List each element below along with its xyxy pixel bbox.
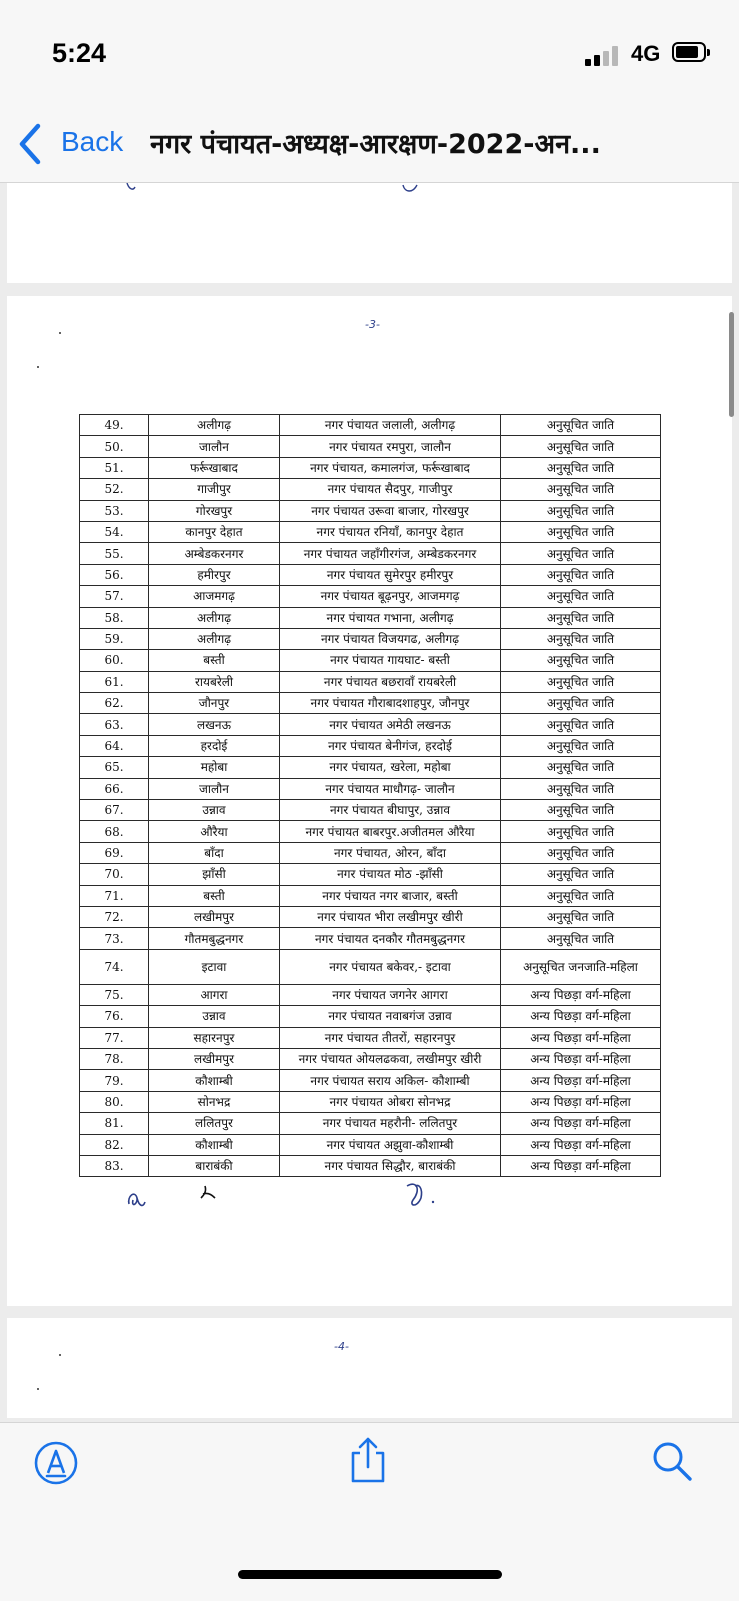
- signature-1: [123, 1186, 153, 1212]
- category-cell: अनुसूचित जाति: [501, 693, 661, 714]
- category-cell: अन्य पिछड़ा वर्ग-महिला: [501, 984, 661, 1005]
- serial-number-cell: 81.: [80, 1113, 149, 1134]
- table-row: [80, 436, 661, 457]
- panchayat-cell: नगर पंचायत रनियाँ, कानपुर देहात: [280, 521, 501, 542]
- panchayat-cell: नगर पंचायत जहाँगीरगंज, अम्बेडकरनगर: [280, 543, 501, 564]
- table-row: [80, 564, 661, 585]
- serial-number-cell: 65.: [80, 757, 149, 778]
- district-cell: हमीरपुर: [149, 564, 280, 585]
- serial-number-cell: 60.: [80, 650, 149, 671]
- district-cell: लखनऊ: [149, 714, 280, 735]
- serial-number-cell: 67.: [80, 800, 149, 821]
- table-row: [80, 735, 661, 756]
- panchayat-cell: नगर पंचायत तीतरों, सहारनपुर: [280, 1027, 501, 1048]
- district-cell: बाँदा: [149, 842, 280, 863]
- panchayat-cell: नगर पंचायत मोठ -झाँसी: [280, 864, 501, 885]
- signature-marks-top: [117, 183, 437, 199]
- serial-number-cell: 63.: [80, 714, 149, 735]
- table-row: [80, 650, 661, 671]
- table-row: [80, 1027, 661, 1048]
- next-page-number: -4-: [334, 1340, 349, 1353]
- scan-speck: [37, 366, 39, 368]
- category-cell: अन्य पिछड़ा वर्ग-महिला: [501, 1155, 661, 1176]
- panchayat-cell: नगर पंचायत अझुवा-कौशाम्बी: [280, 1134, 501, 1155]
- panchayat-cell: नगर पंचायत गायघाट- बस्ती: [280, 650, 501, 671]
- category-cell: अनुसूचित जाति: [501, 821, 661, 842]
- previous-page[interactable]: [7, 183, 732, 283]
- panchayat-cell: नगर पंचायत सिद्धौर, बाराबंकी: [280, 1155, 501, 1176]
- category-cell: अन्य पिछड़ा वर्ग-महिला: [501, 1113, 661, 1134]
- back-chevron-icon[interactable]: [16, 122, 44, 166]
- category-cell: अनुसूचित जाति: [501, 543, 661, 564]
- serial-number-cell: 50.: [80, 436, 149, 457]
- category-cell: अन्य पिछड़ा वर्ग-महिला: [501, 1134, 661, 1155]
- table-row: [80, 1091, 661, 1112]
- category-cell: अनुसूचित जाति: [501, 564, 661, 585]
- serial-number-cell: 55.: [80, 543, 149, 564]
- district-cell: अलीगढ़: [149, 607, 280, 628]
- panchayat-cell: नगर पंचायत सैदपुर, गाजीपुर: [280, 479, 501, 500]
- serial-number-cell: 77.: [80, 1027, 149, 1048]
- district-cell: जौनपुर: [149, 693, 280, 714]
- home-indicator[interactable]: [238, 1570, 502, 1579]
- table-row: [80, 800, 661, 821]
- district-cell: सहारनपुर: [149, 1027, 280, 1048]
- serial-number-cell: 73.: [80, 928, 149, 949]
- district-cell: गाजीपुर: [149, 479, 280, 500]
- table-row: [80, 543, 661, 564]
- district-cell: ललितपुर: [149, 1113, 280, 1134]
- serial-number-cell: 51.: [80, 457, 149, 478]
- table-row: [80, 415, 661, 436]
- serial-number-cell: 54.: [80, 521, 149, 542]
- status-bar: [0, 0, 739, 108]
- district-cell: औरैया: [149, 821, 280, 842]
- table-row: [80, 984, 661, 1005]
- serial-number-cell: 70.: [80, 864, 149, 885]
- panchayat-cell: नगर पंचायत, खरेला, महोबा: [280, 757, 501, 778]
- panchayat-cell: नगर पंचायत ओयलढकवा, लखीमपुर खीरी: [280, 1048, 501, 1069]
- table-row: [80, 1048, 661, 1069]
- serial-number-cell: 64.: [80, 735, 149, 756]
- table-row: [80, 906, 661, 927]
- table-row: [80, 928, 661, 949]
- panchayat-cell: नगर पंचायत नवाबगंज उन्नाव: [280, 1006, 501, 1027]
- district-cell: अलीगढ़: [149, 628, 280, 649]
- panchayat-cell: नगर पंचायत बेनीगंज, हरदोई: [280, 735, 501, 756]
- panchayat-cell: नगर पंचायत बीघापुर, उन्नाव: [280, 800, 501, 821]
- clock: 5:24: [52, 38, 107, 68]
- table-row: [80, 671, 661, 692]
- serial-number-cell: 61.: [80, 671, 149, 692]
- serial-number-cell: 76.: [80, 1006, 149, 1027]
- category-cell: अनुसूचित जाति: [501, 628, 661, 649]
- district-cell: फर्रूखाबाद: [149, 457, 280, 478]
- category-cell: अनुसूचित जाति: [501, 607, 661, 628]
- scan-speck: [37, 1388, 39, 1390]
- panchayat-cell: नगर पंचायत बछरावाँ रायबरेली: [280, 671, 501, 692]
- category-cell: अनुसूचित जाति: [501, 586, 661, 607]
- district-cell: बाराबंकी: [149, 1155, 280, 1176]
- serial-number-cell: 71.: [80, 885, 149, 906]
- panchayat-cell: नगर पंचायत दनकौर गौतमबुद्धनगर: [280, 928, 501, 949]
- panchayat-cell: नगर पंचायत विजयगढ, अलीगढ़: [280, 628, 501, 649]
- table-row: [80, 1155, 661, 1176]
- category-cell: अनुसूचित जाति: [501, 778, 661, 799]
- serial-number-cell: 68.: [80, 821, 149, 842]
- table-row: [80, 1113, 661, 1134]
- scan-speck: [59, 332, 61, 334]
- category-cell: अनुसूचित जाति: [501, 757, 661, 778]
- serial-number-cell: 72.: [80, 906, 149, 927]
- district-cell: उन्नाव: [149, 800, 280, 821]
- table-row: [80, 628, 661, 649]
- panchayat-cell: नगर पंचायत, ओरन, बाँदा: [280, 842, 501, 863]
- panchayat-cell: नगर पंचायत महरौनी- ललितपुर: [280, 1113, 501, 1134]
- back-button[interactable]: Back: [61, 126, 124, 157]
- district-cell: लखीमपुर: [149, 1048, 280, 1069]
- panchayat-cell: नगर पंचायत रमपुरा, जालौन: [280, 436, 501, 457]
- district-cell: गौतमबुद्धनगर: [149, 928, 280, 949]
- serial-number-cell: 69.: [80, 842, 149, 863]
- table-row: [80, 778, 661, 799]
- category-cell: अन्य पिछड़ा वर्ग-महिला: [501, 1048, 661, 1069]
- category-cell: अन्य पिछड़ा वर्ग-महिला: [501, 1027, 661, 1048]
- category-cell: अनुसूचित जाति: [501, 800, 661, 821]
- district-cell: लखीमपुर: [149, 906, 280, 927]
- panchayat-cell: नगर पंचायत ओबरा सोनभद्र: [280, 1091, 501, 1112]
- serial-number-cell: 62.: [80, 693, 149, 714]
- battery-icon: [672, 42, 706, 62]
- serial-number-cell: 59.: [80, 628, 149, 649]
- panchayat-cell: नगर पंचायत जलाली, अलीगढ़: [280, 415, 501, 436]
- table-row: [80, 821, 661, 842]
- table-row: [80, 521, 661, 542]
- panchayat-cell: नगर पंचायत बूढ़नपुर, आजमगढ़: [280, 586, 501, 607]
- search-icon[interactable]: [650, 1439, 694, 1483]
- district-cell: कौशाम्बी: [149, 1134, 280, 1155]
- category-cell: अनुसूचित जाति: [501, 415, 661, 436]
- district-cell: हरदोई: [149, 735, 280, 756]
- district-cell: कानपुर देहात: [149, 521, 280, 542]
- scroll-indicator[interactable]: [729, 312, 734, 417]
- district-cell: बस्ती: [149, 885, 280, 906]
- category-cell: अनुसूचित जाति: [501, 842, 661, 863]
- document-title: नगर पंचायत-अध्यक्ष-आरक्षण-2022-अन...: [150, 129, 601, 160]
- navigation-bar: [0, 108, 739, 183]
- signature-3: [399, 1178, 447, 1212]
- serial-number-cell: 83.: [80, 1155, 149, 1176]
- page-number: -3-: [365, 318, 380, 331]
- table-row: [80, 1134, 661, 1155]
- table-row: [80, 607, 661, 628]
- category-cell: अन्य पिछड़ा वर्ग-महिला: [501, 1070, 661, 1091]
- category-cell: अन्य पिछड़ा वर्ग-महिला: [501, 1091, 661, 1112]
- table-row: [80, 864, 661, 885]
- category-cell: अनुसूचित जाति: [501, 864, 661, 885]
- table-row: [80, 693, 661, 714]
- category-cell: अनुसूचित जाति: [501, 436, 661, 457]
- district-cell: जालौन: [149, 778, 280, 799]
- table-row: [80, 885, 661, 906]
- category-cell: अनुसूचित जाति: [501, 650, 661, 671]
- serial-number-cell: 75.: [80, 984, 149, 1005]
- category-cell: अनुसूचित जनजाति-महिला: [501, 949, 661, 984]
- district-cell: झाँसी: [149, 864, 280, 885]
- serial-number-cell: 82.: [80, 1134, 149, 1155]
- table-row: [80, 842, 661, 863]
- table-row: [80, 714, 661, 735]
- serial-number-cell: 74.: [80, 949, 149, 984]
- district-cell: जालौन: [149, 436, 280, 457]
- table-row: [80, 1006, 661, 1027]
- serial-number-cell: 56.: [80, 564, 149, 585]
- serial-number-cell: 58.: [80, 607, 149, 628]
- category-cell: अनुसूचित जाति: [501, 906, 661, 927]
- district-cell: आगरा: [149, 984, 280, 1005]
- signature-2: [197, 1182, 223, 1204]
- panchayat-cell: नगर पंचायत जगनेर आगरा: [280, 984, 501, 1005]
- serial-number-cell: 80.: [80, 1091, 149, 1112]
- district-cell: सोनभद्र: [149, 1091, 280, 1112]
- document-page[interactable]: [7, 296, 732, 1306]
- panchayat-cell: नगर पंचायत गौराबादशाहपुर, जौनपुर: [280, 693, 501, 714]
- panchayat-cell: नगर पंचायत अमेठी लखनऊ: [280, 714, 501, 735]
- serial-number-cell: 66.: [80, 778, 149, 799]
- category-cell: अनुसूचित जाति: [501, 479, 661, 500]
- serial-number-cell: 79.: [80, 1070, 149, 1091]
- district-cell: अम्बेडकरनगर: [149, 543, 280, 564]
- table-row: [80, 457, 661, 478]
- category-cell: अन्य पिछड़ा वर्ग-महिला: [501, 1006, 661, 1027]
- table-row: [80, 949, 661, 984]
- reservation-table: [79, 414, 661, 1177]
- serial-number-cell: 53.: [80, 500, 149, 521]
- scan-speck: [59, 1354, 61, 1356]
- panchayat-cell: नगर पंचायत नगर बाजार, बस्ती: [280, 885, 501, 906]
- category-cell: अनुसूचित जाति: [501, 735, 661, 756]
- panchayat-cell: नगर पंचायत उरूवा बाजार, गोरखपुर: [280, 500, 501, 521]
- table-row: [80, 1070, 661, 1091]
- category-cell: अनुसूचित जाति: [501, 928, 661, 949]
- markup-pen-icon[interactable]: [33, 1440, 79, 1486]
- share-icon[interactable]: [347, 1435, 389, 1485]
- district-cell: कौशाम्बी: [149, 1070, 280, 1091]
- district-cell: रायबरेली: [149, 671, 280, 692]
- category-cell: अनुसूचित जाति: [501, 714, 661, 735]
- next-page[interactable]: [7, 1318, 732, 1418]
- category-cell: अनुसूचित जाति: [501, 885, 661, 906]
- serial-number-cell: 52.: [80, 479, 149, 500]
- panchayat-cell: नगर पंचायत बाबरपुर.अजीतमल औरैया: [280, 821, 501, 842]
- category-cell: अनुसूचित जाति: [501, 671, 661, 692]
- district-cell: इटावा: [149, 949, 280, 984]
- table-row: [80, 479, 661, 500]
- district-cell: महोबा: [149, 757, 280, 778]
- district-cell: बस्ती: [149, 650, 280, 671]
- panchayat-cell: नगर पंचायत गभाना, अलीगढ़: [280, 607, 501, 628]
- serial-number-cell: 78.: [80, 1048, 149, 1069]
- district-cell: उन्नाव: [149, 1006, 280, 1027]
- panchayat-cell: नगर पंचायत, कमालगंज, फर्रूखाबाद: [280, 457, 501, 478]
- panchayat-cell: नगर पंचायत बकेवर,- इटावा: [280, 949, 501, 984]
- district-cell: आजमगढ़: [149, 586, 280, 607]
- serial-number-cell: 49.: [80, 415, 149, 436]
- panchayat-cell: नगर पंचायत माधौगढ़- जालौन: [280, 778, 501, 799]
- panchayat-cell: नगर पंचायत सराय अकिल- कौशाम्बी: [280, 1070, 501, 1091]
- serial-number-cell: 57.: [80, 586, 149, 607]
- category-cell: अनुसूचित जाति: [501, 457, 661, 478]
- panchayat-cell: नगर पंचायत सुमेरपुर हमीरपुर: [280, 564, 501, 585]
- district-cell: गोरखपुर: [149, 500, 280, 521]
- table-row: [80, 757, 661, 778]
- network-type: 4G: [631, 41, 661, 66]
- district-cell: अलीगढ़: [149, 415, 280, 436]
- category-cell: अनुसूचित जाति: [501, 521, 661, 542]
- table-row: [80, 586, 661, 607]
- panchayat-cell: नगर पंचायत भीरा लखीमपुर खीरी: [280, 906, 501, 927]
- table-row: [80, 500, 661, 521]
- category-cell: अनुसूचित जाति: [501, 500, 661, 521]
- cellular-signal-icon: [585, 44, 619, 66]
